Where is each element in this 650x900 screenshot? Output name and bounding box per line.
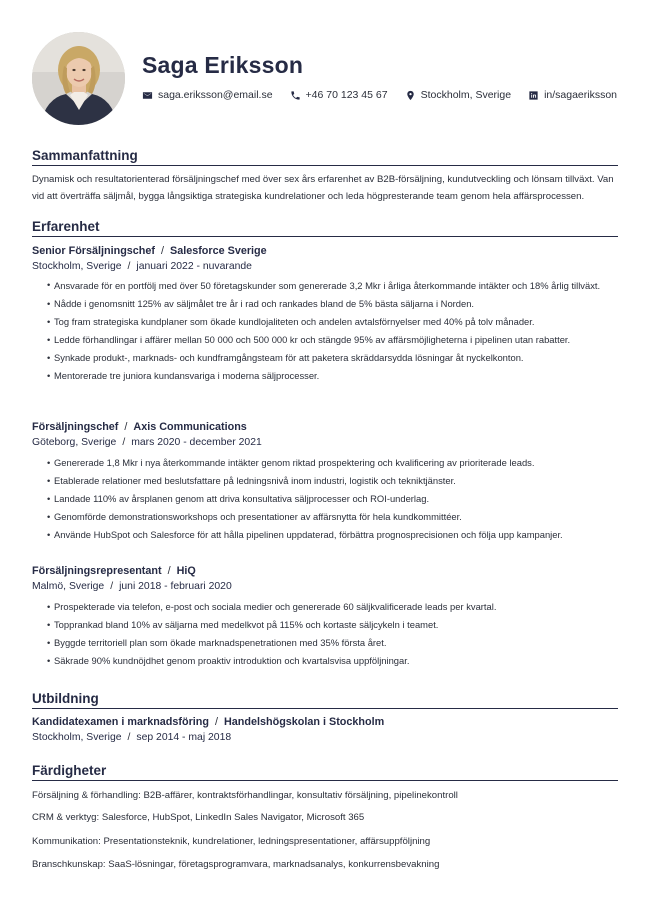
experience-heading: Erfarenhet xyxy=(32,219,618,237)
job-company: Axis Communications xyxy=(133,421,247,433)
job-company: Salesforce Sverige xyxy=(170,245,267,257)
list-item: • Ledde förhandlingar i affärer mellan 50 000 och 500 000 kr och stängde 95% av affärsmöjligheterna i pipelinen utan rabatter. xyxy=(48,331,610,349)
skills-heading: Färdigheter xyxy=(32,763,618,781)
job-title-2: Försäljningschef / Axis Communications xyxy=(32,421,247,433)
education-meta: Stockholm, Sverige / sep 2014 - maj 2018 xyxy=(32,732,232,743)
summary-text: Dynamisk och resultatorienterad försäljningschef med över sex års erfarenhet av B2B-försäljning, kundutveckling och lönsam tillväxt. Van vid att överträffa säljmål, bygga långsiktiga strategiska kundrelationer och leda högpresterande team genom hela affärsprocessen. xyxy=(32,174,614,202)
job-role: Försäljningschef xyxy=(32,421,119,433)
skill-line: Kommunikation: Presentationsteknik, kundrelationer, ledningspresentationer, affärsuppföljning xyxy=(32,836,431,847)
location-pin-icon xyxy=(405,90,416,101)
job-meta-1: Stockholm, Sverige / januari 2022 - nuvarande xyxy=(32,261,252,272)
phone-icon xyxy=(290,90,301,101)
education-title: Kandidatexamen i marknadsföring / Handelshögskolan i Stockholm xyxy=(32,716,385,728)
list-item: • Topprankad bland 10% av säljarna med medelkvot på 115% och kortaste säljcykeln i teamet. xyxy=(48,616,610,634)
contact-location xyxy=(405,89,511,101)
list-item: • Nådde i genomsnitt 125% av säljmålet tre år i rad och rankades bland de 5% bästa säljarna i Norden. xyxy=(48,295,610,313)
list-item: • Synkade produkt-, marknads- och kundframgångsteam för att paketera skräddarsydda lösningar åt nyckelkonton. xyxy=(48,349,610,367)
list-item: • Tog fram strategiska kundplaner som ökade kundlojaliteten och andelen avtalsförnyelser med 40% på tolv månader. xyxy=(48,313,610,331)
job-meta-2: Göteborg, Sverige / mars 2020 - december 2021 xyxy=(32,437,262,448)
job-location: Göteborg, Sverige xyxy=(32,437,117,448)
education-dates: sep 2014 - maj 2018 xyxy=(136,732,232,743)
avatar xyxy=(32,32,125,125)
education-heading: Utbildning xyxy=(32,691,618,709)
contact-email[interactable] xyxy=(142,89,273,101)
job-role: Senior Försäljningschef xyxy=(32,245,155,257)
linkedin-icon xyxy=(528,90,539,101)
job-location: Malmö, Sverige xyxy=(32,581,105,592)
list-item: • Prospekterade via telefon, e-post och sociala medier och genererade 60 säljkvalificerade leads per kvartal. xyxy=(48,598,610,616)
job-dates: mars 2020 - december 2021 xyxy=(131,437,262,448)
linkedin-text: in/sagaeriksson xyxy=(544,89,618,101)
degree: Kandidatexamen i marknadsföring xyxy=(32,716,209,728)
list-item: • Etablerade relationer med beslutsfattare på ledningsnivå inom industri, logistik och tekniktjänster. xyxy=(48,472,610,490)
list-item: • Säkrade 90% kundnöjdhet genom proaktiv introduktion och kvartalsvisa uppföljningar. xyxy=(48,652,610,670)
job-role: Försäljningsrepresentant xyxy=(32,565,162,577)
job-meta-3: Malmö, Sverige / juni 2018 - februari 2020 xyxy=(32,581,232,592)
skill-line: CRM & verktyg: Salesforce, HubSpot, LinkedIn Sales Navigator, Microsoft 365 xyxy=(32,812,365,823)
school: Handelshögskolan i Stockholm xyxy=(224,716,385,728)
list-item: • Byggde territoriell plan som ökade marknadspenetrationen med 35% första året. xyxy=(48,634,610,652)
summary-heading: Sammanfattning xyxy=(32,148,618,166)
job-bullets-1 xyxy=(48,277,610,385)
location-text: Stockholm, Sverige xyxy=(420,89,512,101)
skill-line: Försäljning & förhandling: B2B-affärer, kontraktsförhandlingar, konsultativ försäljning, pipelinekontroll xyxy=(32,790,458,801)
job-location: Stockholm, Sverige xyxy=(32,261,122,272)
contact-linkedin[interactable] xyxy=(528,89,617,101)
job-bullets-3 xyxy=(48,598,610,670)
email-text: saga.eriksson@email.se xyxy=(158,89,273,101)
skill-line: Branschkunskap: SaaS-lösningar, företagsprogramvara, marknadsanalys, konkurrensbevakning xyxy=(32,859,440,870)
resume-header xyxy=(32,32,618,126)
contact-row xyxy=(142,89,634,101)
job-title-1: Senior Försäljningschef / Salesforce Sverige xyxy=(32,245,267,257)
job-bullets-2 xyxy=(48,454,610,544)
education-location: Stockholm, Sverige xyxy=(32,732,122,743)
job-company: HiQ xyxy=(176,565,196,577)
list-item: • Genererade 1,8 Mkr i nya återkommande intäkter genom riktad prospektering och kvalificering av prioriterade leads. xyxy=(48,454,610,472)
job-dates: juni 2018 - februari 2020 xyxy=(119,581,232,592)
candidate-name: Saga Eriksson xyxy=(142,52,304,78)
list-item: • Landade 110% av årsplanen genom att driva konsultativa säljprocesser och ROI-underlag. xyxy=(48,490,610,508)
list-item: • Mentorerade tre juniora kundansvariga i moderna säljprocesser. xyxy=(48,367,610,385)
list-item: • Ansvarade för en portfölj med över 50 företagskunder som genererade 3,2 Mkr i årliga återkommande intäkter och 18% årlig tillväxt. xyxy=(48,277,610,295)
list-item: • Genomförde demonstrationsworkshops och presentationer av affärsnytta för hela kundkommittéer. xyxy=(48,508,610,526)
envelope-icon xyxy=(142,90,153,101)
phone-text: +46 70 123 45 67 xyxy=(305,89,388,101)
job-dates: januari 2022 - nuvarande xyxy=(136,261,252,272)
job-title-3: Försäljningsrepresentant / HiQ xyxy=(32,565,196,577)
contact-phone[interactable] xyxy=(290,89,388,101)
list-item: • Använde HubSpot och Salesforce för att hålla pipelinen uppdaterad, förbättra prognosprecisionen och följa upp kampanjer. xyxy=(48,526,610,544)
